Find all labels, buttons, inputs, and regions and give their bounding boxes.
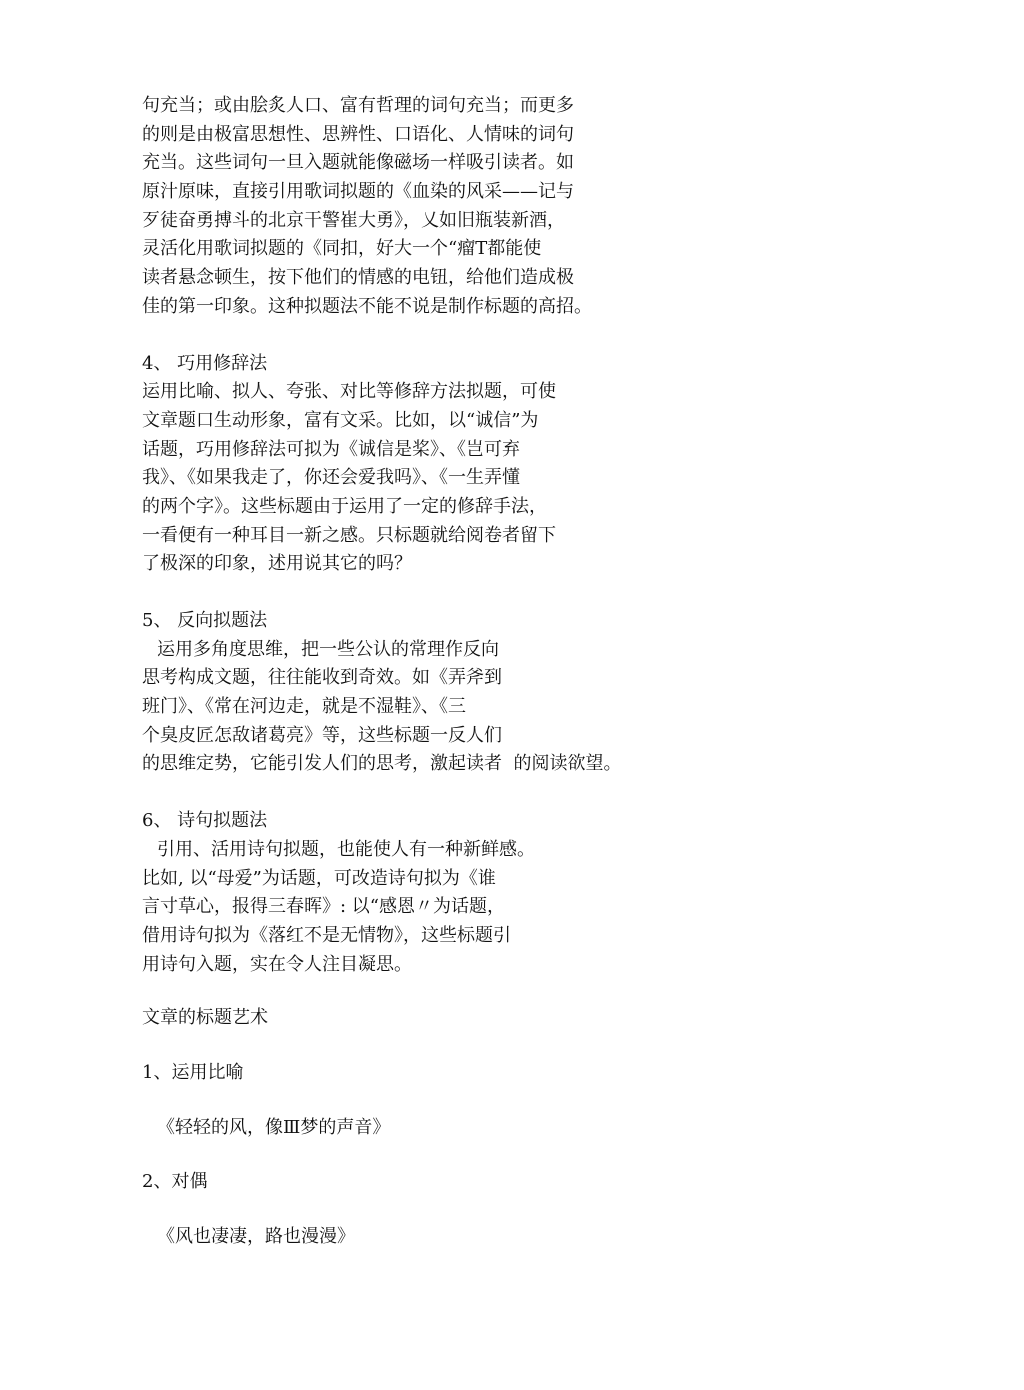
text-line: 的两个字》。这些标题由于运用了一定的修辞手法， bbox=[142, 495, 547, 517]
document-page bbox=[142, 92, 702, 1252]
text-line: 班门》、《常在河边走，就是不湿鞋》、《三 bbox=[142, 696, 466, 718]
text-line: 灵活化用歌词拟题的《同扣，好大一个“瘤T都能使 bbox=[142, 238, 542, 260]
item-metaphor-example: 《轻轻的风，像Ⅲ梦的声音》 bbox=[157, 1116, 391, 1138]
section-heading: 5、 反向拟题法 bbox=[142, 610, 268, 631]
text-line: 比如, 以“母爱”为话题，可改造诗句拟为《谁 bbox=[142, 867, 496, 889]
text-line: 文章题口生动形象，富有文采。比如，以“诚信”为 bbox=[142, 409, 539, 431]
text-line: 佳的第一印象。这种拟题法不能不说是制作标题的高招。 bbox=[142, 295, 592, 317]
section-reverse bbox=[142, 607, 702, 779]
text-line: 话题，巧用修辞法可拟为《诚信是桨》、《岂可弃 bbox=[142, 438, 520, 460]
text-line: 句充当；或由脍炙人口、富有哲理的词句充当；而更多 bbox=[142, 95, 574, 116]
text-line: 运用比喻、拟人、夸张、对比等修辞方法拟题，可使 bbox=[142, 381, 556, 403]
text-line: 充当。这些词句一旦入题就能像磁场一样吸引读者。如 bbox=[142, 152, 574, 174]
text-line: 读者悬念顿生，按下他们的情感的电钮，给他们造成极 bbox=[142, 267, 574, 289]
text-line: 思考构成文题，往往能收到奇效。如《弄斧到 bbox=[142, 667, 502, 689]
text-line: 用诗句入题，实在令人注目凝思。 bbox=[142, 953, 412, 975]
text-line: 个臭皮匠怎敌诸葛亮》等，这些标题一反人们 bbox=[142, 724, 502, 746]
section-heading: 6、 诗句拟题法 bbox=[142, 810, 268, 832]
text-line: 原汁原味，直接引用歌词拟题的《血染的风采——记与 bbox=[142, 181, 574, 203]
section-rhetoric bbox=[142, 350, 702, 580]
item-antithesis-example: 《风也凄凄，路也漫漫》 bbox=[157, 1226, 355, 1247]
section-heading: 4、 巧用修辞法 bbox=[142, 352, 268, 374]
item-antithesis-heading: 2、对偶 bbox=[142, 1171, 208, 1193]
text-line: 的则是由极富思想性、思辨性、口语化、人情味的词句 bbox=[142, 123, 574, 145]
art-title: 文章的标题艺术 bbox=[142, 1007, 268, 1029]
text-line: 的思维定势，它能引发人们的思考，激起读者 的阅读欲望。 bbox=[142, 753, 622, 775]
text-line: 言寸草心，报得三春晖》: 以“感恩〃为话题， bbox=[142, 896, 505, 918]
text-line: 一看便有一种耳目一新之感。只标题就给阅卷者留下 bbox=[142, 524, 556, 546]
text-line: 运用多角度思维，把一些公认的常理作反向 bbox=[157, 638, 499, 660]
text-line: 引用、活用诗句拟题，也能使人有一种新鲜感。 bbox=[157, 838, 535, 860]
item-metaphor-heading: 1、运用比喻 bbox=[142, 1061, 244, 1083]
text-line: 我》、《如果我走了，你还会爱我吗》、《一生弄懂 bbox=[142, 467, 520, 489]
text-line: 借用诗句拟为《落红不是无情物》，这些标题引 bbox=[142, 924, 511, 946]
text-line: 了极深的印象，述用说其它的吗？ bbox=[142, 553, 412, 575]
text-line: 歹徒奋勇搏斗的北京干警崔大勇》，乂如旧瓶装新酒， bbox=[142, 209, 565, 231]
intro-paragraph bbox=[142, 92, 702, 322]
section-poetry bbox=[142, 807, 702, 979]
